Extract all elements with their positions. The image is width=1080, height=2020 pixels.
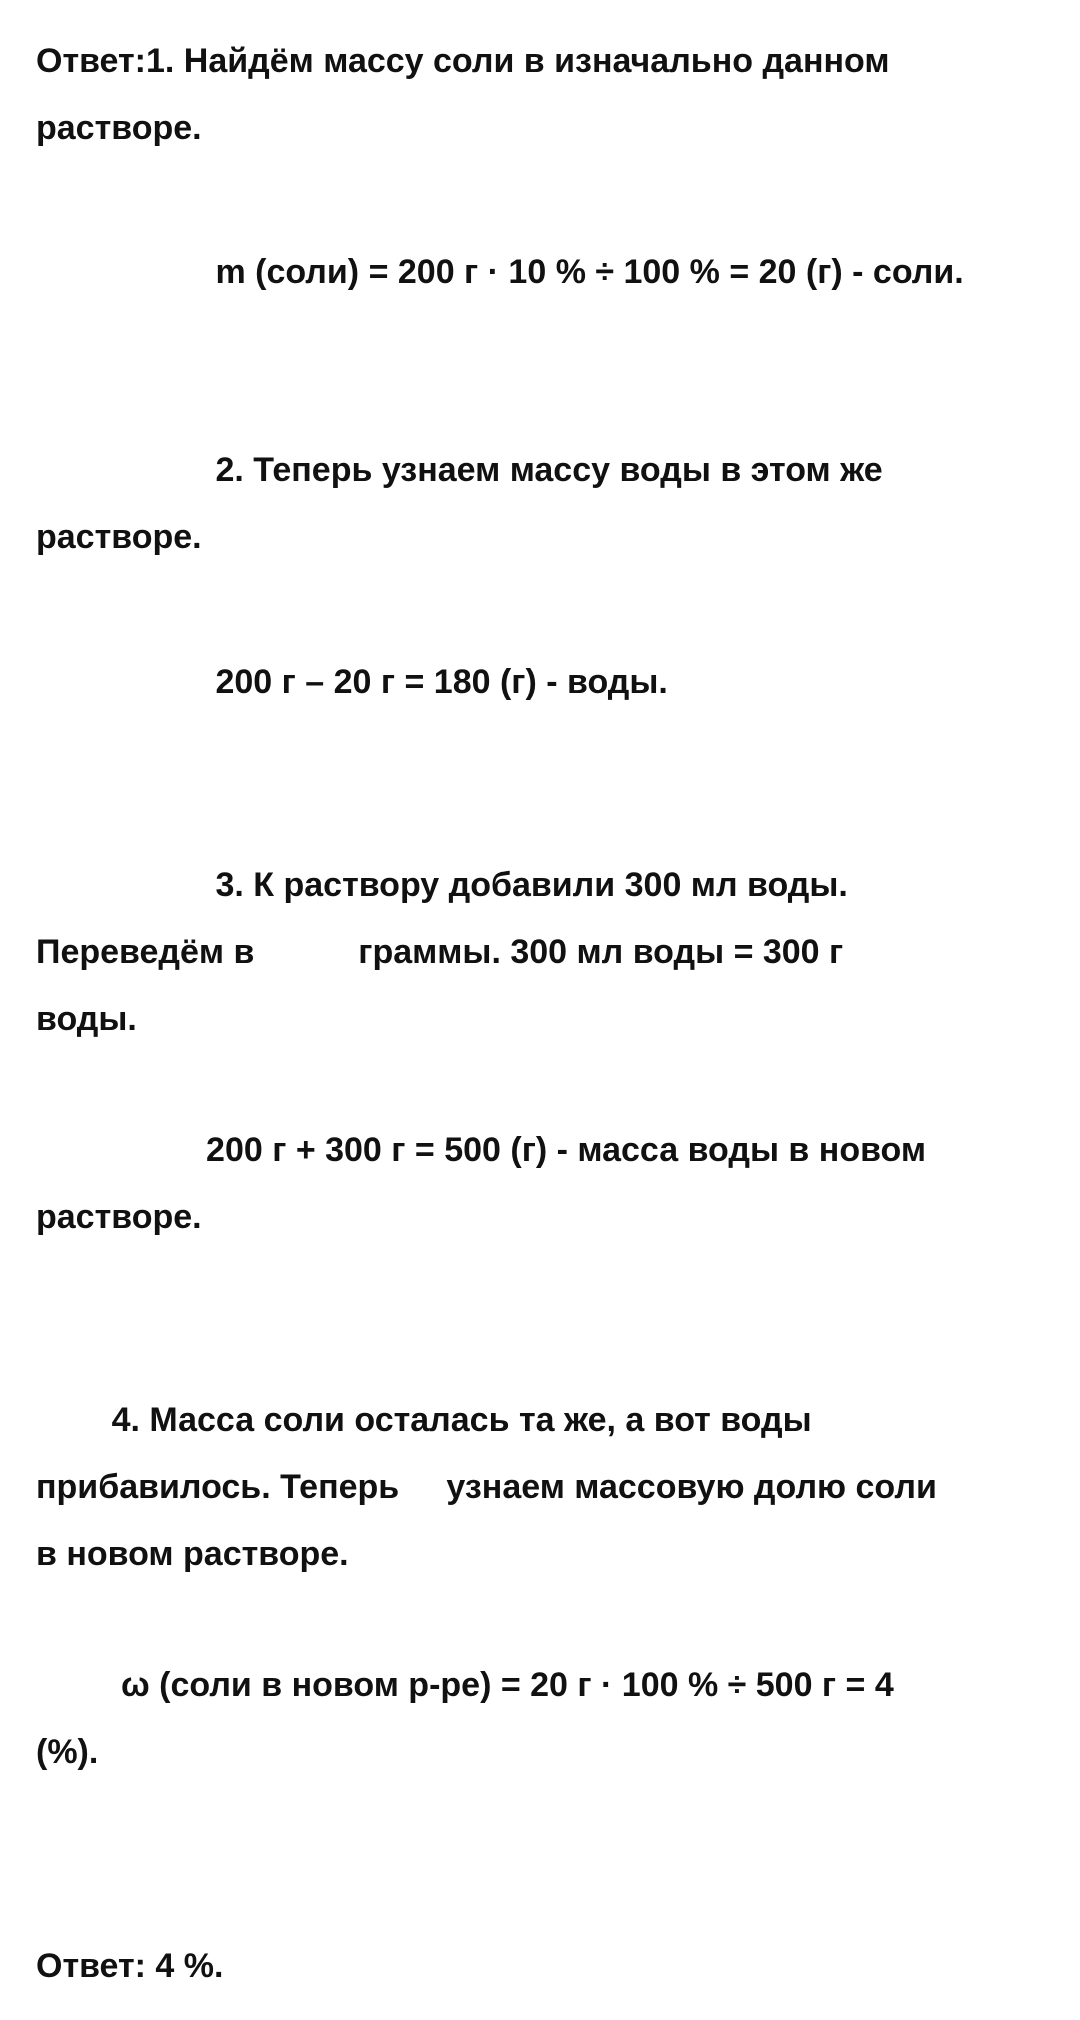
text-line-9: воды.: [36, 1000, 137, 1038]
text-line-5: растворе.: [36, 518, 202, 556]
text-line-step4: 4. Масса соли осталась та же, а вот воды: [36, 1401, 812, 1439]
text-line-14: в новом растворе.: [36, 1535, 349, 1573]
text-line-1: Ответ:1. Найдём массу соли в изначально данном: [36, 42, 890, 80]
formula-new-water-mass: 200 г + 300 г = 500 (г) - масса воды в новом: [36, 1131, 927, 1169]
text-line-step3: 3. К раствору добавили 300 мл воды.: [36, 866, 848, 904]
formula-mass-fraction: ω (соли в новом р-ре) = 20 г · 100 % ÷ 500 г = 4: [36, 1666, 894, 1704]
text-line-16: (%).: [36, 1733, 99, 1771]
final-answer: Ответ: 4 %.: [36, 1947, 224, 1985]
formula-salt-mass: m (соли) = 200 г · 10 % ÷ 100 % = 20 (г) - соли.: [36, 253, 964, 291]
formula-water-mass: 200 г – 20 г = 180 (г) - воды.: [36, 663, 668, 701]
text-line-2: растворе.: [36, 109, 202, 147]
text-line-13: прибавилось. Теперь узнаем массовую долю соли: [36, 1468, 937, 1506]
text-line-step2: 2. Теперь узнаем массу воды в этом же: [36, 451, 883, 489]
text-line-11: растворе.: [36, 1198, 202, 1236]
text-line-8: Переведём в граммы. 300 мл воды = 300 г: [36, 933, 844, 971]
